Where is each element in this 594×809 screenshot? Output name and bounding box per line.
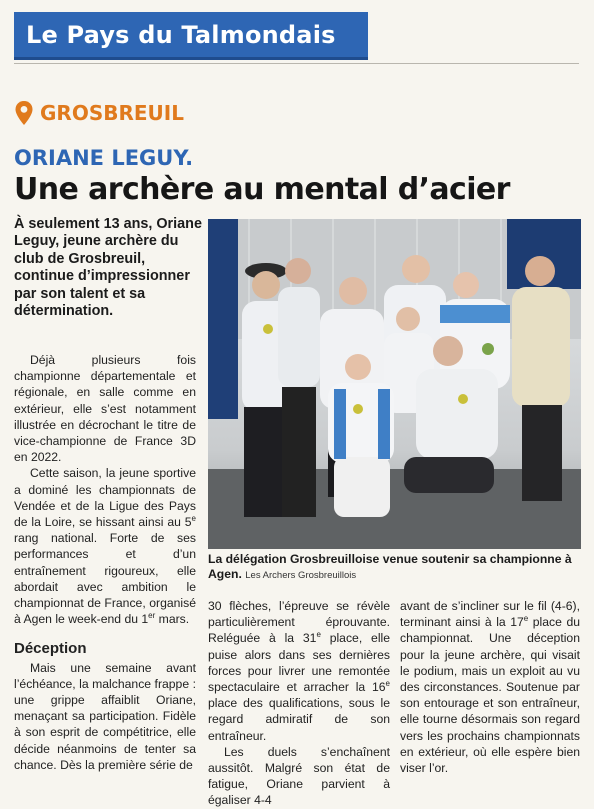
article-column-2 — [208, 598, 390, 809]
section-heading: Déception — [14, 640, 87, 658]
paragraph: Déjà plusieurs fois championne départementale et régionale, en salle comme en extérieur, elle s’est notamment illustrée en décrochant le titre de vice-championne de France 3D en 2022. — [14, 353, 196, 465]
article-lead: À seulement 13 ans, Oriane Leguy, jeune archère du club de Grosbreuil, continue d’impressionner par son talent et sa détermination. — [14, 216, 202, 320]
paragraph: Les duels s’enchaînent aussitôt. Malgré son état de fatigue, Oriane parvient à égaliser 4-4 — [208, 744, 390, 808]
masthead-title: Le Pays du Talmondais — [26, 20, 336, 49]
masthead-band — [14, 12, 368, 60]
person-figure — [512, 256, 570, 501]
map-pin-icon — [14, 100, 34, 126]
locality-line — [14, 100, 184, 126]
article-kicker: ORIANE LEGUY. — [14, 146, 194, 170]
paragraph: avant de s’incliner sur le fil (4-6), terminant ainsi à la 17e place du championnat. Une déception pour la jeune archère, qui visait le podium, mais un exploit au vu des circonstances. Soutenue par son entourage et son entraîneur, elle tourne désormais son regard vers les prochains championnats en extérieur, où elle espère bien viser l’or. — [400, 599, 580, 776]
group-photo — [208, 219, 581, 549]
paragraph: Cette saison, la jeune sportive a dominé les championnats de Vendée et de la Ligue des Pays de la Loire, se hissant ainsi au 5e rang national. Forte de ses performances et d’un entraînement rigoureux, elle abordait avec ambition le championnat de France, organisé à Agen le week-end du 1er mars. — [14, 466, 196, 627]
article-column-3 — [400, 598, 580, 776]
locality-name: GROSBREUIL — [40, 101, 184, 125]
article-headline: Une archère au mental d’acier — [14, 172, 510, 207]
header-rule — [14, 63, 579, 64]
person-figure — [278, 258, 320, 517]
photo-caption — [208, 552, 581, 583]
article-column-1 — [14, 352, 196, 773]
caption-text: La délégation Grosbreuilloise venue soutenir sa championne à Agen. — [208, 552, 572, 581]
archers-group-figures — [208, 219, 581, 549]
paragraph: 30 flèches, l’épreuve se révèle particulièrement éprouvante. Reléguée à la 31e place, elle puise alors dans ses dernières forces pour livrer une remontée spectaculaire et arracher la 16e place des qualifications, sous le regard admiratif de son entraîneur. — [208, 599, 391, 743]
photo-credit: Les Archers Grosbreuillois — [245, 570, 357, 581]
paragraph: Mais une semaine avant l’échéance, la malchance frappe : une grippe affaiblit Oriane, menaçant sa participation. Fidèle à son esprit de compétitrice, elle décide néanmoins de tenter sa chance. Dès la première série de — [14, 660, 196, 772]
